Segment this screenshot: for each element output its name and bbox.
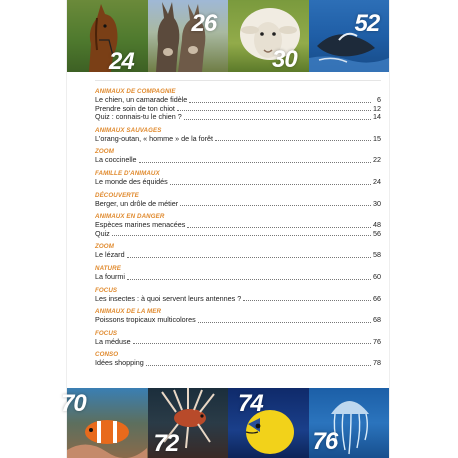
toc-section xyxy=(95,192,381,209)
entry-page-number: 24 xyxy=(373,176,381,186)
toc-entry[interactable] xyxy=(95,251,381,260)
entry-title: Poissons tropicaux multicolores xyxy=(95,315,196,325)
dot-leader xyxy=(198,321,371,323)
section-category: ZOOM xyxy=(95,243,114,251)
page-number-label: 76 xyxy=(312,428,338,455)
entry-page-number: 60 xyxy=(373,271,381,281)
section-category: ZOOM xyxy=(95,148,114,156)
page-number-label: 70 xyxy=(61,390,86,417)
lionfish-photo-icon xyxy=(148,388,229,458)
entry-page-number: 48 xyxy=(373,220,381,230)
entry-title: Idées shopping xyxy=(95,358,144,368)
section-category: DÉCOUVERTE xyxy=(95,191,139,199)
dot-leader xyxy=(184,118,371,120)
toc-entry[interactable] xyxy=(95,338,381,347)
entry-page-number: 22 xyxy=(373,155,381,165)
clownfish-photo-icon xyxy=(61,388,148,458)
entry-title: Prendre soin de ton chiot xyxy=(95,103,175,113)
entry-page-number: 78 xyxy=(373,358,381,368)
entry-page-number: 56 xyxy=(373,228,381,238)
section-category: FOCUS xyxy=(95,286,118,294)
dot-leader xyxy=(170,183,371,185)
toc-entry[interactable] xyxy=(95,359,381,368)
dot-leader xyxy=(187,226,371,228)
toc-section xyxy=(95,330,381,347)
toc-entry[interactable] xyxy=(95,295,381,304)
entry-title: L'orang-outan, « homme » de la forêt xyxy=(95,133,214,143)
sheep-photo-icon xyxy=(228,0,309,72)
page-number-label: 52 xyxy=(354,10,380,37)
entry-page-number: 6 xyxy=(377,95,381,104)
section-category: ANIMAUX EN DANGER xyxy=(95,213,165,221)
toc-section xyxy=(95,88,381,122)
entry-page-number: 15 xyxy=(373,133,381,143)
whale-photo-icon xyxy=(309,0,390,72)
dot-leader xyxy=(189,101,371,103)
toc-section xyxy=(95,213,381,238)
entry-title: Espèces marines menacées xyxy=(95,220,186,230)
toc-section xyxy=(95,148,381,165)
entry-title: Berger, un drôle de métier xyxy=(95,198,179,208)
section-category: ANIMAUX DE COMPAGNIE xyxy=(95,88,176,95)
section-category: FOCUS xyxy=(95,329,118,337)
dot-leader xyxy=(133,342,371,344)
yellow-fish-photo-icon xyxy=(228,388,309,458)
entry-title: Quiz xyxy=(95,228,110,238)
entry-title: La coccinelle xyxy=(95,155,137,165)
donkey-photo-icon xyxy=(148,0,229,72)
toc-section xyxy=(95,265,381,282)
entry-title: La fourmi xyxy=(95,271,125,281)
page-number-label: 30 xyxy=(272,46,297,73)
entry-page-number: 66 xyxy=(373,293,381,303)
toc-entry[interactable] xyxy=(95,316,381,325)
section-category: CONSO xyxy=(95,351,119,359)
entry-page-number: 30 xyxy=(373,198,381,208)
bottom-photo-strip xyxy=(61,388,389,458)
dot-leader xyxy=(177,109,371,111)
entry-title: Le lézard xyxy=(95,250,125,260)
toc-section xyxy=(95,351,381,368)
dot-leader xyxy=(243,299,371,301)
jellyfish-photo-icon xyxy=(309,388,390,458)
toc-entry[interactable] xyxy=(95,200,381,209)
divider xyxy=(95,80,381,81)
entry-title: Les insectes : à quoi servent leurs antennes ? xyxy=(95,293,242,303)
section-category: ANIMAUX SAUVAGES xyxy=(95,126,162,134)
entry-title: La méduse xyxy=(95,336,131,346)
toc-entry[interactable] xyxy=(95,156,381,165)
page-number-label: 24 xyxy=(109,48,134,75)
magazine-page xyxy=(61,0,389,458)
entry-title: Quiz : connais-tu le chien ? xyxy=(95,112,182,122)
entry-page-number: 12 xyxy=(373,103,381,113)
top-photo-strip xyxy=(67,0,389,75)
page-number-label: 74 xyxy=(238,390,263,417)
dot-leader xyxy=(146,364,371,366)
toc-section xyxy=(95,287,381,304)
entry-page-number: 14 xyxy=(373,112,381,122)
dot-leader xyxy=(127,256,371,258)
table-of-contents xyxy=(95,88,381,373)
toc-entry[interactable] xyxy=(95,178,381,187)
page-number-label: 26 xyxy=(191,10,217,37)
toc-entry[interactable] xyxy=(95,230,381,239)
section-category: FAMILLE D'ANIMAUX xyxy=(95,169,160,177)
dot-leader xyxy=(215,139,371,141)
toc-section xyxy=(95,308,381,325)
toc-entry[interactable] xyxy=(95,113,381,122)
entry-title: Le monde des équidés xyxy=(95,176,168,186)
toc-section xyxy=(95,127,381,144)
entry-title: Le chien, un camarade fidèle xyxy=(95,95,188,104)
toc-entry[interactable] xyxy=(95,135,381,144)
dot-leader xyxy=(112,234,371,236)
dot-leader xyxy=(139,161,371,163)
section-category: NATURE xyxy=(95,264,121,272)
toc-entry[interactable] xyxy=(95,273,381,282)
toc-entry[interactable] xyxy=(95,221,381,230)
entry-page-number: 76 xyxy=(373,336,381,346)
dot-leader xyxy=(180,204,371,206)
dot-leader xyxy=(127,278,371,280)
horse-photo-icon xyxy=(67,0,148,75)
entry-page-number: 68 xyxy=(373,315,381,325)
entry-page-number: 58 xyxy=(373,250,381,260)
section-category: ANIMAUX DE LA MER xyxy=(95,308,162,316)
page-number-label: 72 xyxy=(153,430,179,457)
toc-section xyxy=(95,243,381,260)
toc-section xyxy=(95,170,381,187)
